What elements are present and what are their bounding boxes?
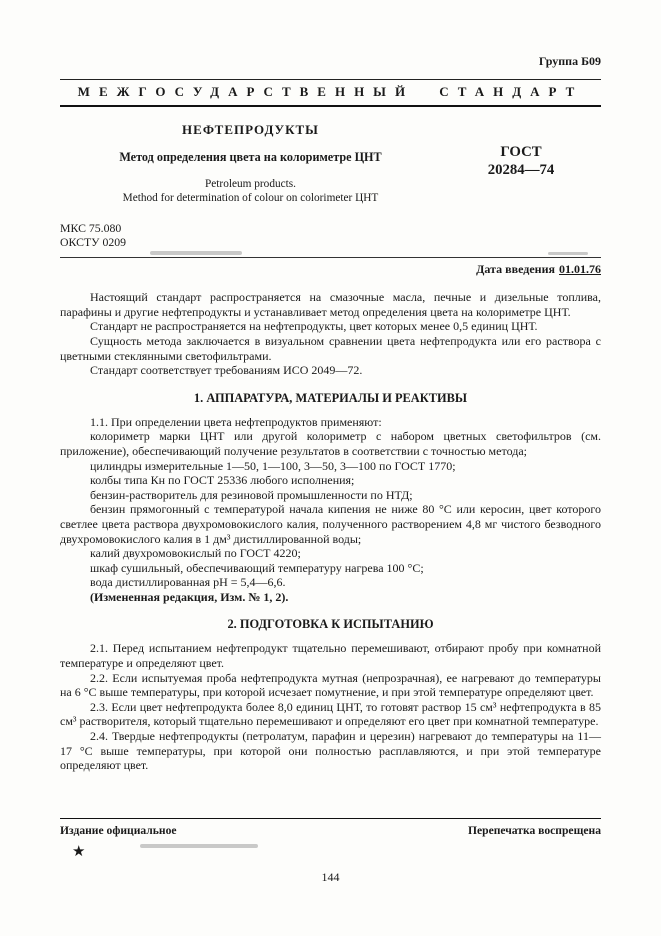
amendment-note: (Измененная редакция, Изм. № 1, 2). xyxy=(90,589,289,604)
standard-code-block xyxy=(441,144,601,206)
footer-official-edition: Издание официальное xyxy=(60,824,177,837)
section1-item: цилиндры измерительные 1—50, 1—100, 3—50, 3—100 по ГОСТ 1770; xyxy=(90,458,456,473)
standard-banner: МЕЖГОСУДАРСТВЕННЫЙ СТАНДАРТ xyxy=(60,79,601,107)
page-number: 144 xyxy=(321,870,340,884)
section1-item: бензин прямогонный с температурой начала кипения не ниже 80 °С или керосин, цвет которого светлее цвета раствора двухромовокислого калия, полученного растворением 4,8 мг чистого безводного двухромовокислого калия в 1 дм³ дистиллированной воды; xyxy=(60,502,601,546)
intro-paragraph: Стандарт соответствует требованиям ИСО 2049—72. xyxy=(90,363,363,378)
intro-paragraph: Настоящий стандарт распространяется на смазочные масла, печные и дизельные топлива, парафины и другие нефтепродукты и устанавливает метод определения цвета на колориметре ЦНТ. xyxy=(60,290,601,319)
section2-paragraph: 2.4. Твердые нефтепродукты (петролатум, парафин и церезин) нагревают до температуры на 11—17 °С выше температуры, при которой они полностью расплавляются, и при этой температуре определяют цвет. xyxy=(60,729,601,773)
document-title: НЕФТЕПРОДУКТЫ xyxy=(182,122,319,137)
title-english xyxy=(60,178,441,206)
title-center-column xyxy=(60,120,441,206)
title-english-line2: Method for determination of colour on colorimeter ЦНТ xyxy=(122,191,379,204)
section1-item: бензин-растворитель для резиновой промышленности по НТД; xyxy=(90,487,413,502)
section2-paragraph: 2.3. Если цвет нефтепродукта более 8,0 единиц ЦНТ, то готовят раствор 15 см³ нефтепродукта в 85 см³ растворителя, который тщательно перемешивают и определяют его цвет при комнатной температуре. xyxy=(60,699,601,729)
group-label: Группа Б09 xyxy=(538,54,601,68)
section2-heading: 2. ПОДГОТОВКА К ИСПЫТАНИЮ xyxy=(227,617,434,632)
scan-artifact xyxy=(548,252,588,255)
effective-date-value: 01.01.76 xyxy=(559,262,601,277)
intro-paragraph: Стандарт не распространяется на нефтепродукты, цвет которых менее 0,5 единиц ЦНТ. xyxy=(90,319,538,334)
gost-number: 20284—74 xyxy=(487,161,555,178)
title-block xyxy=(60,120,601,206)
section1-heading: 1. АППАРАТУРА, МАТЕРИАЛЫ И РЕАКТИВЫ xyxy=(193,390,468,405)
section1-item: вода дистиллированная рН = 5,4—6,6. xyxy=(90,575,286,590)
footer-reprint-notice: Перепечатка воспрещена xyxy=(467,824,601,837)
classification-codes xyxy=(60,221,601,251)
star-icon: ★ xyxy=(72,844,86,860)
document-body xyxy=(60,290,601,773)
section1-item: колориметр марки ЦНТ или другой колориметр с набором цветных светофильтров (см. приложение), обеспечивающий получение результатов в соответствии с точностью метода; xyxy=(60,429,601,458)
document-subtitle: Метод определения цвета на колориметре ЦНТ xyxy=(119,150,382,164)
effective-date-line xyxy=(60,262,601,277)
footer-row xyxy=(60,818,601,837)
effective-date-label: Дата введения xyxy=(476,262,555,277)
okstu-code: ОКСТУ 0209 xyxy=(60,235,127,250)
header-divider xyxy=(60,257,601,258)
gost-label: ГОСТ xyxy=(500,144,542,160)
section1-item: 1.1. При определении цвета нефтепродуктов применяют: xyxy=(90,414,382,429)
section1-item: колбы типа Кн по ГОСТ 25336 любого исполнения; xyxy=(90,473,355,488)
intro-paragraph: Сущность метода заключается в визуальном сравнении цвета нефтепродукта или его раствора с цветными стеклянными светофильтрами. xyxy=(60,333,601,363)
section2-paragraph: 2.2. Если испытуемая проба нефтепродукта мутная (непрозрачная), ее нагревают до температуры на 6 °С выше температуры, при которой исчезает помутнение, и при этой температуре определяют цвет. xyxy=(60,670,601,700)
footer xyxy=(60,818,601,860)
title-english-line1: Petroleum products. xyxy=(205,178,296,190)
scan-artifact xyxy=(150,251,242,255)
section1-item: калий двухромовокислый по ГОСТ 4220; xyxy=(90,546,301,561)
section2-paragraph: 2.1. Перед испытанием нефтепродукт тщательно перемешивают, отбирают пробу при комнатной температуре и определяют цвет. xyxy=(60,641,601,671)
section1-item: шкаф сушильный, обеспечивающий температуру нагрева 100 °С; xyxy=(90,560,424,575)
mks-code: МКС 75.080 xyxy=(60,220,122,235)
